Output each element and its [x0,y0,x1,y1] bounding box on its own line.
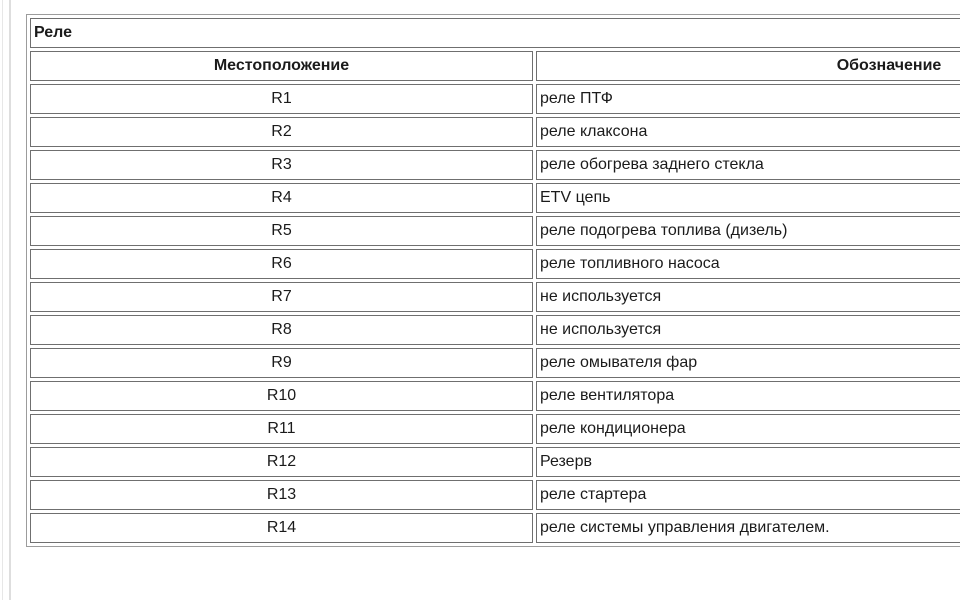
designation-cell: реле обогрева заднего стекла [536,150,960,180]
table-row [30,480,960,510]
table-row [30,150,960,180]
column-header-designation: Обозначение [536,51,960,81]
location-cell: R11 [30,414,533,444]
table-row [30,414,960,444]
designation-cell: реле кондиционера [536,414,960,444]
table-row [30,183,960,213]
designation-cell: реле вентилятора [536,381,960,411]
table-row [30,117,960,147]
location-cell: R8 [30,315,533,345]
location-cell: R3 [30,150,533,180]
designation-cell: реле омывателя фар [536,348,960,378]
designation-cell: реле подогрева топлива (дизель) [536,216,960,246]
designation-cell: реле клаксона [536,117,960,147]
designation-cell: ETV цепь [536,183,960,213]
table-title: Реле [30,18,960,48]
table-row [30,513,960,543]
relay-table [26,14,960,547]
relay-table-body [30,18,960,543]
table-row [30,381,960,411]
location-cell: R1 [30,84,533,114]
location-cell: R7 [30,282,533,312]
location-cell: R10 [30,381,533,411]
designation-cell: реле системы управления двигателем. [536,513,960,543]
designation-cell: не используется [536,282,960,312]
table-row [30,282,960,312]
location-cell: R12 [30,447,533,477]
designation-cell: Резерв [536,447,960,477]
location-cell: R6 [30,249,533,279]
location-cell: R14 [30,513,533,543]
location-cell: R13 [30,480,533,510]
location-cell: R5 [30,216,533,246]
title-row [30,18,960,48]
table-row [30,315,960,345]
table-row [30,447,960,477]
column-header-location: Местоположение [30,51,533,81]
table-row [30,84,960,114]
location-cell: R9 [30,348,533,378]
designation-cell: реле топливного насоса [536,249,960,279]
designation-cell: не используется [536,315,960,345]
designation-cell: реле ПТФ [536,84,960,114]
table-row [30,348,960,378]
left-page-edge-line [2,0,3,600]
header-row [30,51,960,81]
table-row [30,216,960,246]
left-content-edge-line [9,0,11,600]
designation-cell: реле стартера [536,480,960,510]
location-cell: R4 [30,183,533,213]
location-cell: R2 [30,117,533,147]
table-row [30,249,960,279]
